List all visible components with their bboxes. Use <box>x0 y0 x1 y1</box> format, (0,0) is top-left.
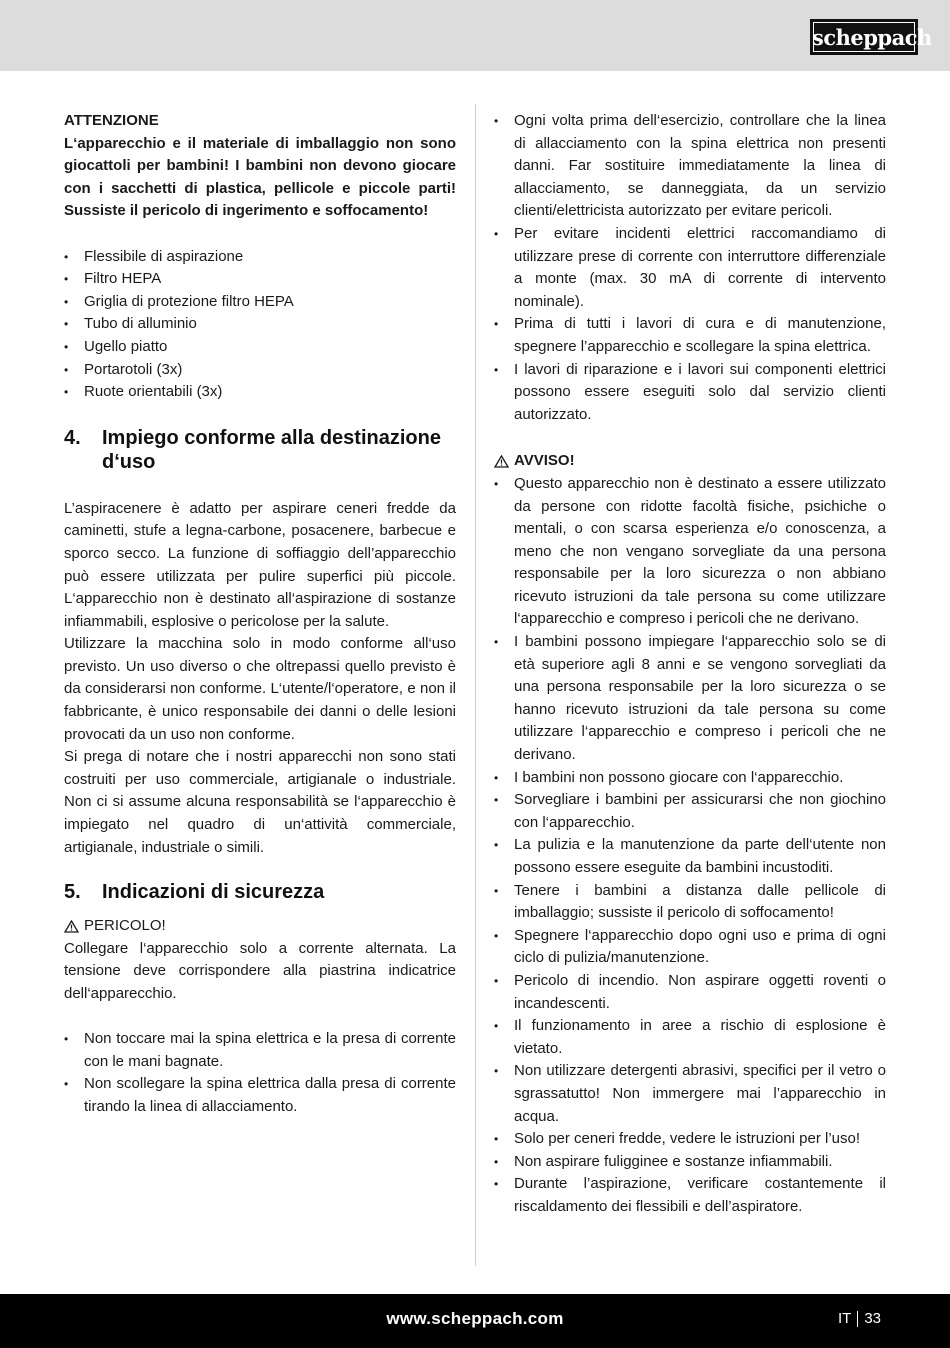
list-item: • Pericolo di incendio. Non aspirare oggetti roventi o incandescenti. <box>494 970 886 1015</box>
page-footer <box>0 1294 950 1348</box>
list-item: • Tubo di alluminio <box>64 313 456 336</box>
warning-triangle-icon <box>494 455 509 468</box>
page-separator <box>857 1311 858 1327</box>
warning-label: AVVISO! <box>514 452 575 470</box>
list-item: • Portarotoli (3x) <box>64 359 456 382</box>
language-code: IT <box>838 1310 852 1327</box>
section-4-paragraph: L’aspiracenere è adatto per aspirare ceneri fredde da caminetti, stufe a legna-carbone, posacenere, barbecue e sporco secco. La funzione di soffiaggio dell’apparecchio può essere utilizzata per pulire superfici più piccole. L‘apparecchio non è destinato all‘aspirazione di sostanze infiammabili, esplosive o pericolose per la salute. <box>64 499 456 630</box>
warning-label-row <box>494 450 886 473</box>
list-item: • Il funzionamento in aree a rischio di esplosione è vietato. <box>494 1015 886 1060</box>
list-item: • I bambini possono impiegare l‘apparecchio solo se di età superiore agli 8 anni e se vengono sorvegliati da una persona responsabile per la loro sicurezza o se hanno ricevuto istruzioni da tale persona su come utilizzare l‘apparecchio e compreso i pericoli che ne derivano. <box>494 631 886 767</box>
list-item: • La pulizia e la manutenzione da parte dell‘utente non possono essere eseguite da bambini incustoditi. <box>494 834 886 879</box>
list-item: • Questo apparecchio non è destinato a essere utilizzato da persone con ridotte facoltà fisiche, psichiche o mentali, o con scarsa esperienza e/o conoscenza, a meno che non vengano sorvegliate da una persona responsabile per la loro sicurezza o non abbiano ricevuto istruzioni da tale persona su come utilizzare l‘apparecchio e compreso i pericoli che ne derivano. <box>494 473 886 631</box>
list-item: • Griglia di protezione filtro HEPA <box>64 291 456 314</box>
list-item: • Ruote orientabili (3x) <box>64 381 456 404</box>
list-item: • Tenere i bambini a distanza dalle pellicole di imballaggio; sussiste il pericolo di soffocamento! <box>494 880 886 925</box>
section-4-paragraph: Si prega di notare che i nostri apparecchi non sono stati costruiti per uso commerciale, artigianale o industriale. Non ci si assume alcuna responsabilità se l‘apparecchio è impiegato nel quadro di un‘attività commerciale, artigianale, industriale o simili. <box>64 748 456 856</box>
list-item: • Solo per ceneri fredde, vedere le istruzioni per l’uso! <box>494 1128 886 1151</box>
page-number: 33 <box>864 1310 882 1327</box>
list-item: • Non utilizzare detergenti abrasivi, specifici per il vetro o sgrassatutto! Non immergere mai l’apparecchio in acqua. <box>494 1060 886 1128</box>
list-item: • I bambini non possono giocare con l‘apparecchio. <box>494 767 886 790</box>
page-header <box>0 0 950 71</box>
list-item: • I lavori di riparazione e i lavori sui componenti elettrici possono essere eseguiti solo dal servizio clienti autorizzato. <box>494 359 886 427</box>
page-indicator <box>838 1310 881 1327</box>
list-item: • Durante l’aspirazione, verificare costantemente il riscaldamento dei flessibili e dell’aspiratore. <box>494 1173 886 1218</box>
list-item: • Ugello piatto <box>64 336 456 359</box>
list-item: • Flessibile di aspirazione <box>64 246 456 269</box>
warning-list <box>494 473 886 1219</box>
safety-list-right-top <box>494 110 886 426</box>
section-4-title: Impiego conforme alla destinazione d‘uso <box>102 426 441 473</box>
section-5-number: 5. <box>64 881 81 904</box>
list-item: • Prima di tutti i lavori di cura e di manutenzione, spegnere l’apparecchio e scollegare la spina elettrica. <box>494 313 886 358</box>
list-item: • Per evitare incidenti elettrici raccomandiamo di utilizzare prese di corrente con interruttore differenziale a monte (max. 30 mA di corrente di intervento nominale). <box>494 223 886 313</box>
attention-title: ATTENZIONE <box>64 112 159 129</box>
danger-text: Collegare l‘apparecchio solo a corrente alternata. La tensione deve corrispondere alla piastrina indicatrice dell‘apparecchio. <box>64 939 456 1002</box>
section-4-paragraph: Utilizzare la macchina solo in modo conforme all‘uso previsto. Un uso diverso o che oltrepassi quello previsto è da considerarsi non conforme. L‘utente/l‘operatore, e non il fabbricante, è unico responsabile dei danni o delle lesioni provocati da un uso non conforme. <box>64 635 456 743</box>
danger-label: PERICOLO! <box>84 917 166 935</box>
list-item: • Non scollegare la spina elettrica dalla presa di corrente tirando la linea di allacciamento. <box>64 1073 456 1118</box>
section-5-title: Indicazioni di sicurezza <box>102 881 325 904</box>
list-item: • Spegnere l‘apparecchio dopo ogni uso e prima di ogni ciclo di pulizia/manutenzione. <box>494 925 886 970</box>
right-column <box>494 110 886 1219</box>
list-item: • Sorvegliare i bambini per assicurarsi che non giochino con l‘apparecchio. <box>494 789 886 834</box>
brand-logo: scheppach <box>810 19 918 55</box>
section-4-number: 4. <box>64 426 81 449</box>
parts-list <box>64 246 456 404</box>
attention-text: L‘apparecchio e il materiale di imballaggio non sono giocattoli per bambini! I bambini non devono giocare con i sacchetti di plastica, pellicole e piccole parti! Sussiste il pericolo di ingerimento e soffocamento! <box>64 134 456 220</box>
list-item: • Non toccare mai la spina elettrica e la presa di corrente con le mani bagnate. <box>64 1028 456 1073</box>
list-item: • Filtro HEPA <box>64 268 456 291</box>
section-4-heading <box>64 426 456 474</box>
safety-list-left <box>64 1028 456 1118</box>
warning-triangle-icon <box>64 920 79 933</box>
left-column <box>64 110 456 1119</box>
list-item: • Ogni volta prima dell‘esercizio, controllare che la linea di allacciamento con la spina elettrica non presenti danni. Far sostituire immediatamente la linea di allacciamento, se danneggiata, da un servizio clienti/elettricista autorizzato per evitare pericoli. <box>494 110 886 223</box>
website-link[interactable]: www.scheppach.com <box>386 1309 564 1328</box>
list-item: • Non aspirare fuligginee e sostanze infiammabili. <box>494 1151 886 1174</box>
danger-label-row <box>64 915 456 938</box>
section-5-heading <box>64 880 456 904</box>
column-divider <box>475 104 476 1266</box>
